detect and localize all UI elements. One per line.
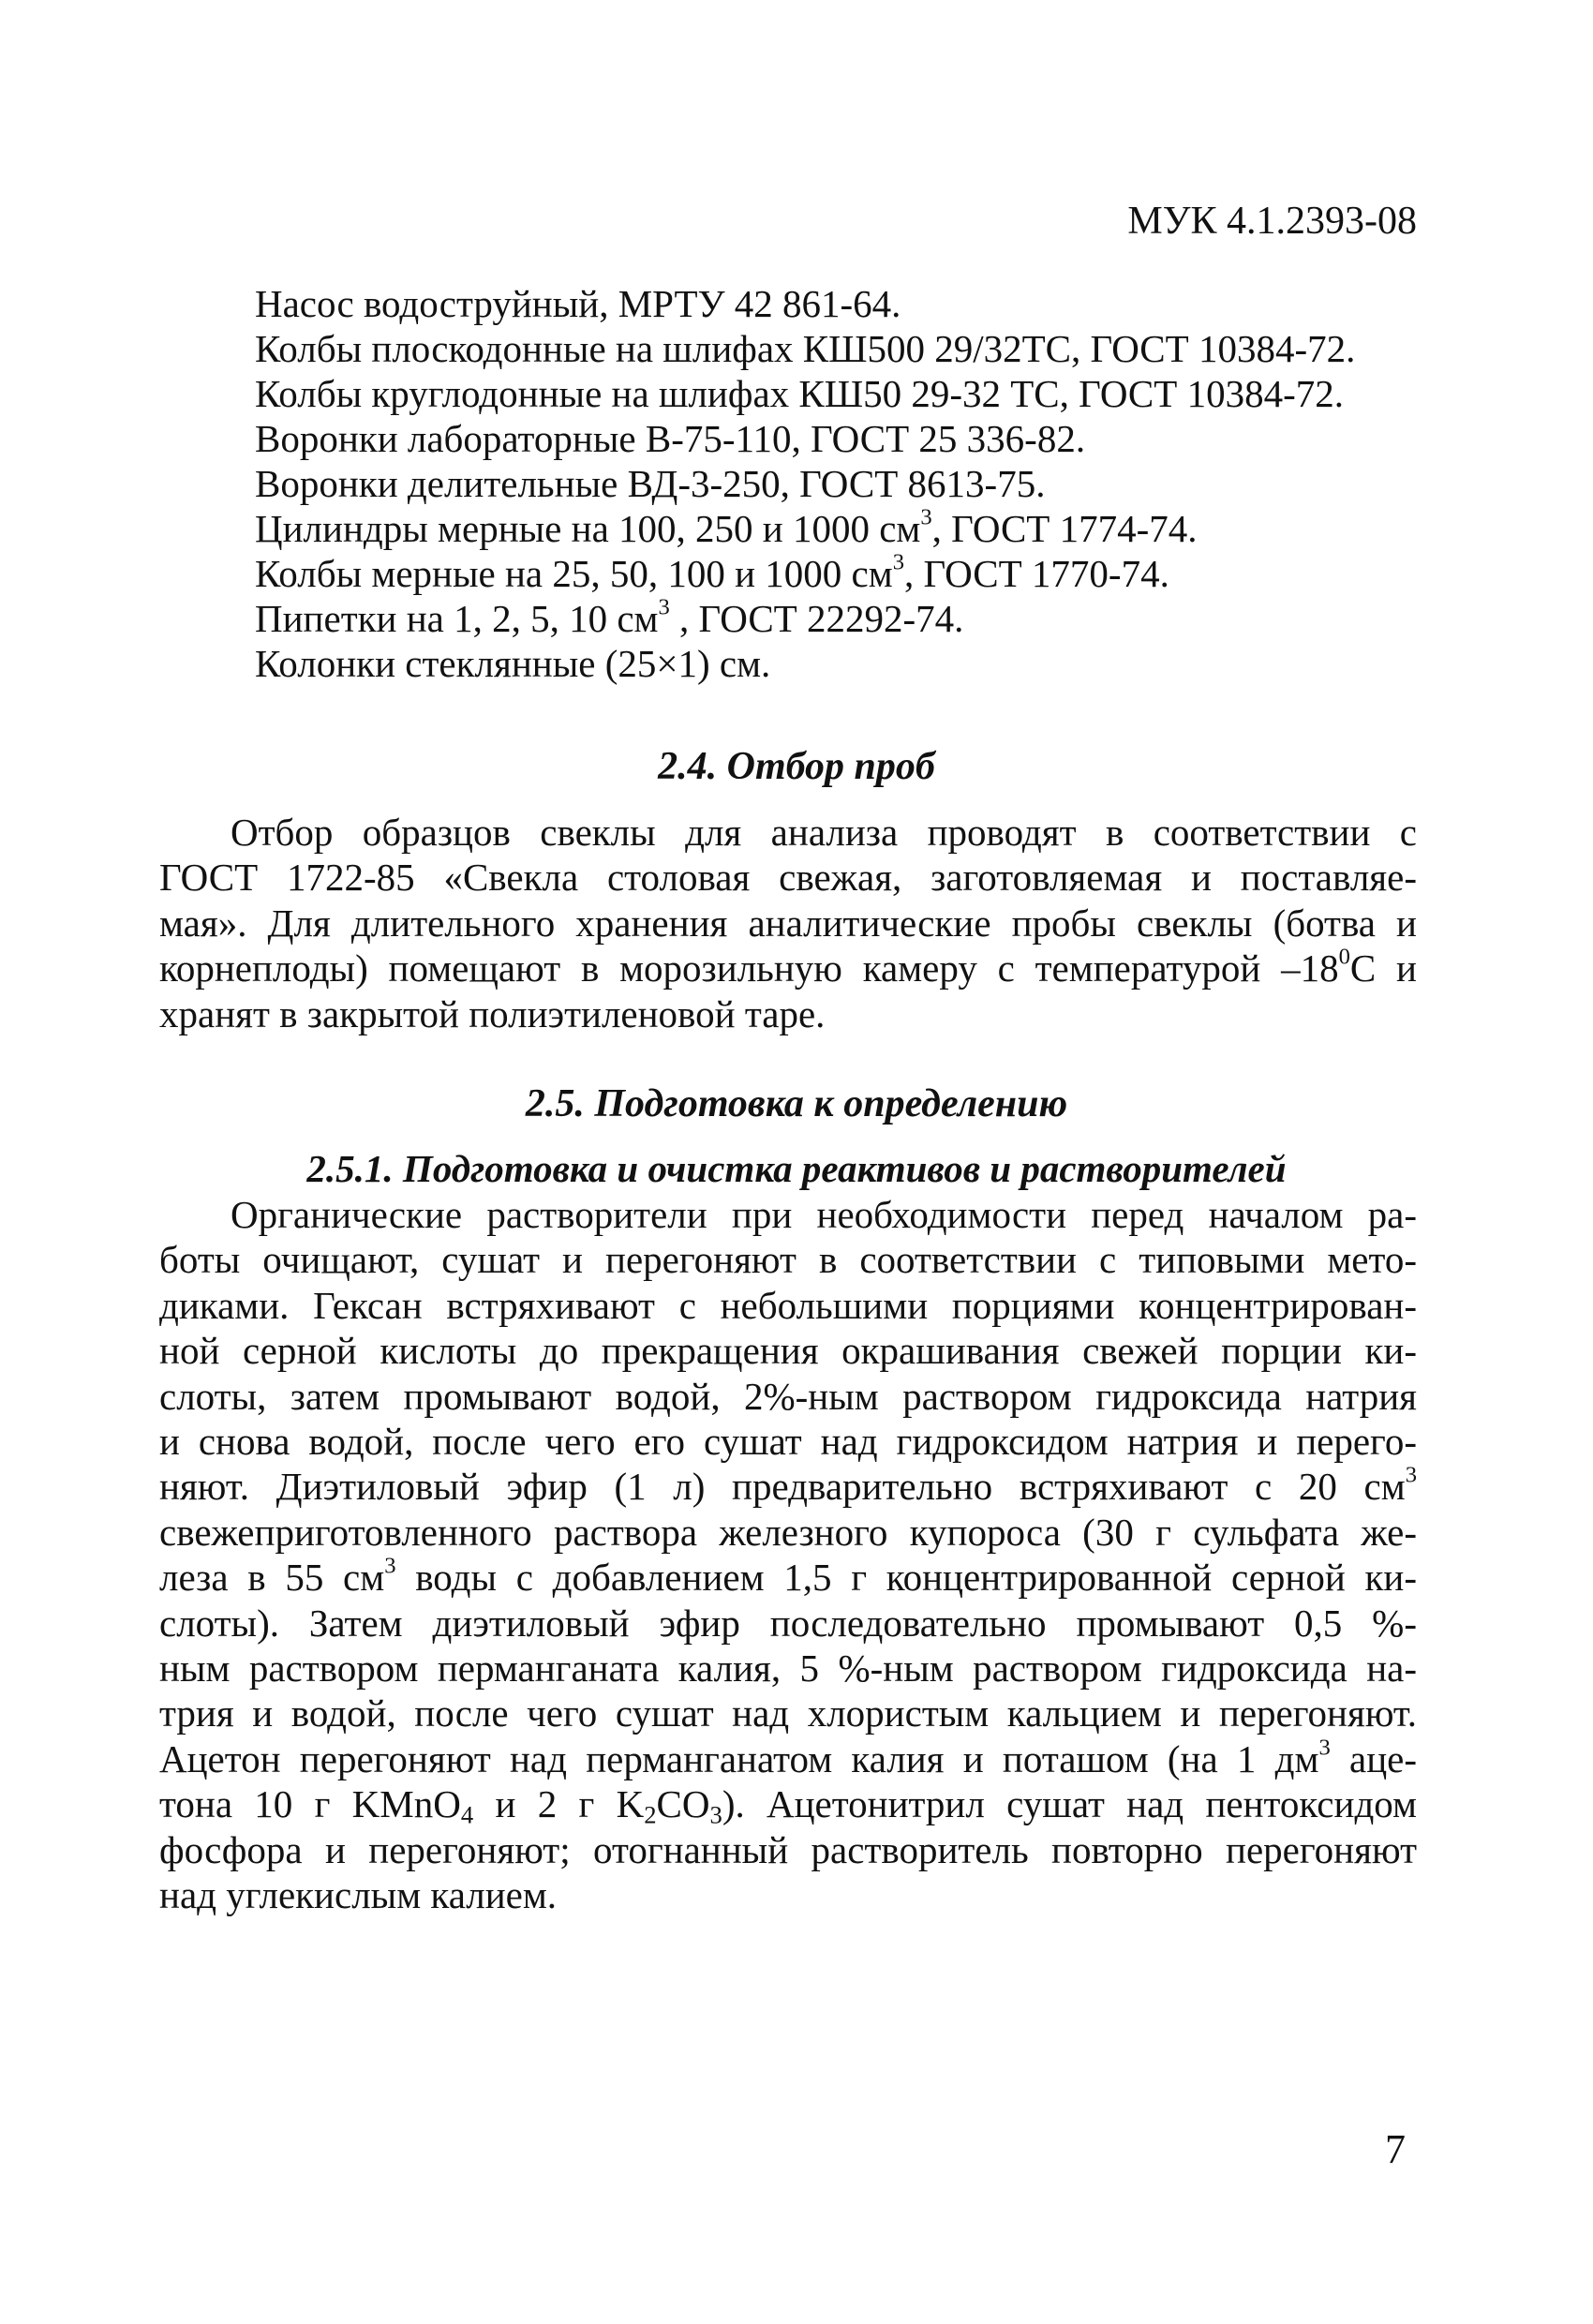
list-item (255, 596, 1355, 641)
paragraph-line: и снова водой, после чего его сушат над гидроксидом натрия и перего- (159, 1420, 1417, 1464)
paragraph-line: диками. Гексан встряхивают с небольшими порциями концентрирован- (159, 1283, 1417, 1327)
text-segment: леза в 55 см (159, 1556, 385, 1600)
document-code: МУК 4.1.2393-08 (1127, 200, 1417, 243)
text-segment: ). Ацетонитрил сушат над пентоксидом (722, 1782, 1417, 1826)
superscript: 3 (1405, 1463, 1417, 1488)
paragraph-line (159, 1736, 1417, 1781)
paragraph-line (159, 1464, 1417, 1509)
paragraph-line: трия и водой, после чего сушат над хлористым кальцием и перегоняют. (159, 1691, 1417, 1736)
superscript: 3 (384, 1553, 396, 1579)
text-segment: тона 10 г KMnO (159, 1782, 461, 1826)
equipment-list (255, 281, 1355, 686)
subsection-title-2-5-1: 2.5.1. Подготовка и очистка реактивов и растворителей (306, 1147, 1287, 1190)
paragraph-line: слоты). Затем диэтиловый эфир последовательно промывают 0,5 %- (159, 1601, 1417, 1645)
list-item: Воронки делительные ВД-3-250, ГОСТ 8613-75. (255, 462, 1046, 505)
text-segment: няют. Диэтиловый эфир (1 л) предварительно встряхивают с 20 см (159, 1465, 1406, 1509)
paragraph-line: Органические растворители при необходимости перед началом ра- (231, 1193, 1417, 1236)
text-segment: корнеплоды) помещают в морозильную камеру с температурой –18 (159, 946, 1339, 991)
text-segment: воды с добавлением 1,5 г концентрированной серной ки- (395, 1556, 1417, 1600)
paragraph-line: слоты, затем промывают водой, 2%-ным раствором гидроксида натрия (159, 1374, 1417, 1418)
section-title-2-4: 2.4. Отбор проб (658, 745, 935, 788)
paragraph-line: ным раствором перманганата калия, 5 %-ным раствором гидроксида на- (159, 1646, 1417, 1691)
subscript: 3 (709, 1800, 722, 1829)
list-item (255, 551, 1355, 596)
superscript: 3 (892, 549, 904, 575)
section-2-5-1-paragraph (159, 1192, 1417, 1918)
list-item: Насос водоструйный, МРТУ 42 861-64. (255, 282, 901, 325)
list-item: Колбы круглодонные на шлифах КШ50 29-32 ТС, ГОСТ 10384-72. (255, 372, 1344, 415)
paragraph-line: мая». Для длительного хранения аналитические пробы свеклы (ботва и (159, 901, 1417, 945)
text-segment: , ГОСТ 22292-74. (669, 597, 964, 640)
text-segment: CO (656, 1782, 710, 1826)
text-segment: С и (1349, 946, 1417, 991)
text-segment: Пипетки на 1, 2, 5, 10 см (255, 597, 659, 640)
text-segment: Колбы мерные на 25, 50, 100 и 1000 см (255, 552, 893, 595)
paragraph-line (159, 1781, 1417, 1829)
list-item (255, 506, 1355, 551)
paragraph-line: ной серной кислоты до прекращения окрашивания свежей порции ки- (159, 1329, 1417, 1373)
list-item: Колонки стеклянные (25×1) см. (255, 642, 771, 685)
paragraph-line (159, 946, 1417, 991)
section-2-4-paragraph (159, 810, 1417, 1036)
text-segment: и 2 г K (473, 1782, 645, 1826)
text-segment: , ГОСТ 1774-74. (931, 507, 1198, 550)
subscript: 4 (460, 1800, 474, 1829)
list-item: Колбы плоскодонные на шлифах КШ500 29/32ТС, ГОСТ 10384-72. (255, 327, 1356, 370)
paragraph-line (159, 1555, 1417, 1600)
paragraph-line: хранят в закрытой полиэтиленовой таре. (159, 991, 826, 1035)
paragraph-line: свежеприготовленного раствора железного купороса (30 г сульфата же- (159, 1510, 1417, 1554)
text-segment: Цилиндры мерные на 100, 250 и 1000 см (255, 507, 921, 550)
superscript: 3 (920, 504, 932, 530)
text-segment: , ГОСТ 1770-74. (903, 552, 1169, 595)
section-title-2-5: 2.5. Подготовка к определению (525, 1082, 1068, 1125)
paragraph-line: боты очищают, сушат и перегоняют в соответствии с типовыми мето- (159, 1238, 1417, 1282)
paragraph-line: ГОСТ 1722-85 «Свекла столовая свежая, заготовляемая и поставляе- (159, 856, 1417, 900)
superscript: 0 (1338, 944, 1350, 970)
paragraph-line: над углекислым калием. (159, 1873, 558, 1917)
superscript: 3 (1318, 1735, 1331, 1761)
superscript: 3 (658, 594, 670, 620)
subscript: 2 (644, 1800, 657, 1829)
page-number: 7 (1385, 2126, 1406, 2172)
paragraph-line: Отбор образцов свеклы для анализа проводят в соответствии с (231, 811, 1417, 854)
paragraph-line: фосфора и перегоняют; отогнанный растворитель повторно перегоняют (159, 1827, 1417, 1871)
text-segment: аце- (1330, 1736, 1417, 1780)
list-item: Воронки лабораторные В-75-110, ГОСТ 25 336-82. (255, 417, 1086, 460)
text-segment: Ацетон перегоняют над перманганатом калия и поташом (на 1 дм (159, 1736, 1319, 1780)
